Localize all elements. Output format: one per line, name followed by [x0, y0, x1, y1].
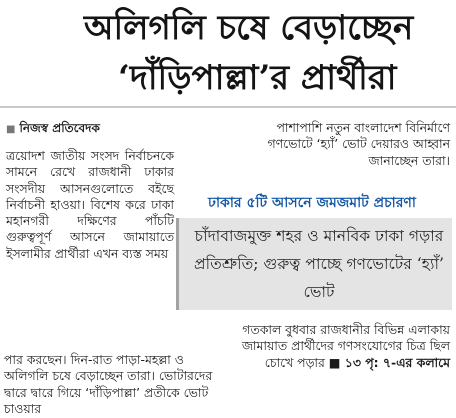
column-right-bottom-text: গতকাল বুধবার রাজধানীর বিভিন্ন এলাকায় জামায়াত প্রার্থীদের গণসংযোগের চিত্র ছিল চোখে পড়ার — [241, 322, 450, 370]
continuation-reference: ■ ১৩ পৃ: ৭-এর কলামে — [328, 354, 450, 370]
kicker: ঢাকার ৫টি আসনে জমজমাট প্রচারণা — [208, 195, 416, 211]
headline-line-2: ‘দাঁড়িপাল্লা’র প্রার্থীরা — [118, 58, 397, 98]
column-right-top: পাশাপাশি নতুন বাংলাদেশ বিনির্মাণে গণভোটে ‘হ্যাঁ’ ভোট দেয়ারও আহ্বান জানাচ্ছেন তারা। — [267, 120, 450, 168]
column-right-bottom — [238, 322, 450, 371]
byline — [6, 120, 100, 140]
headline-divider — [0, 106, 456, 108]
headline-line-1: অলিগলি চষে বেড়াচ্ছেন — [84, 8, 414, 48]
byline-text: নিজস্ব প্রতিবেদক — [19, 121, 100, 135]
pull-quote: চাঁদাবাজমুক্ত শহর ও মানবিক ঢাকা গড়ার প্রতিশ্রুতি; গুরুত্ব পাচ্ছে গণভোটের ‘হ্যাঁ’ ভোট — [194, 227, 444, 301]
square-bullet-icon: ■ — [6, 124, 16, 135]
column-left: ত্রয়োদশ জাতীয় সংসদ নির্বাচনকে সামনে রেখে রাজধানী ঢাকার সংসদীয় আসনগুলোতে বইছে নির্বাচনী হাওয়া। বিশেষ করে ঢাকা মহানগরী দক্ষিণের পাঁচটি গুরুত্বপূর্ণ আসনে জামায়াতে ইসলামীর প্রার্থীরা এখন ব্যস্ত সময় — [6, 148, 174, 261]
column-left-continued: পার করছেন। দিন-রাত পাড়া-মহল্লা ও অলিগলি চষে বেড়াচ্ছেন তারা। ভোটারদের দ্বারে দ্বারে গিয়ে ‘দাঁড়িপাল্লা’ প্রতীকে ভোট চাওয়ার — [4, 352, 213, 416]
